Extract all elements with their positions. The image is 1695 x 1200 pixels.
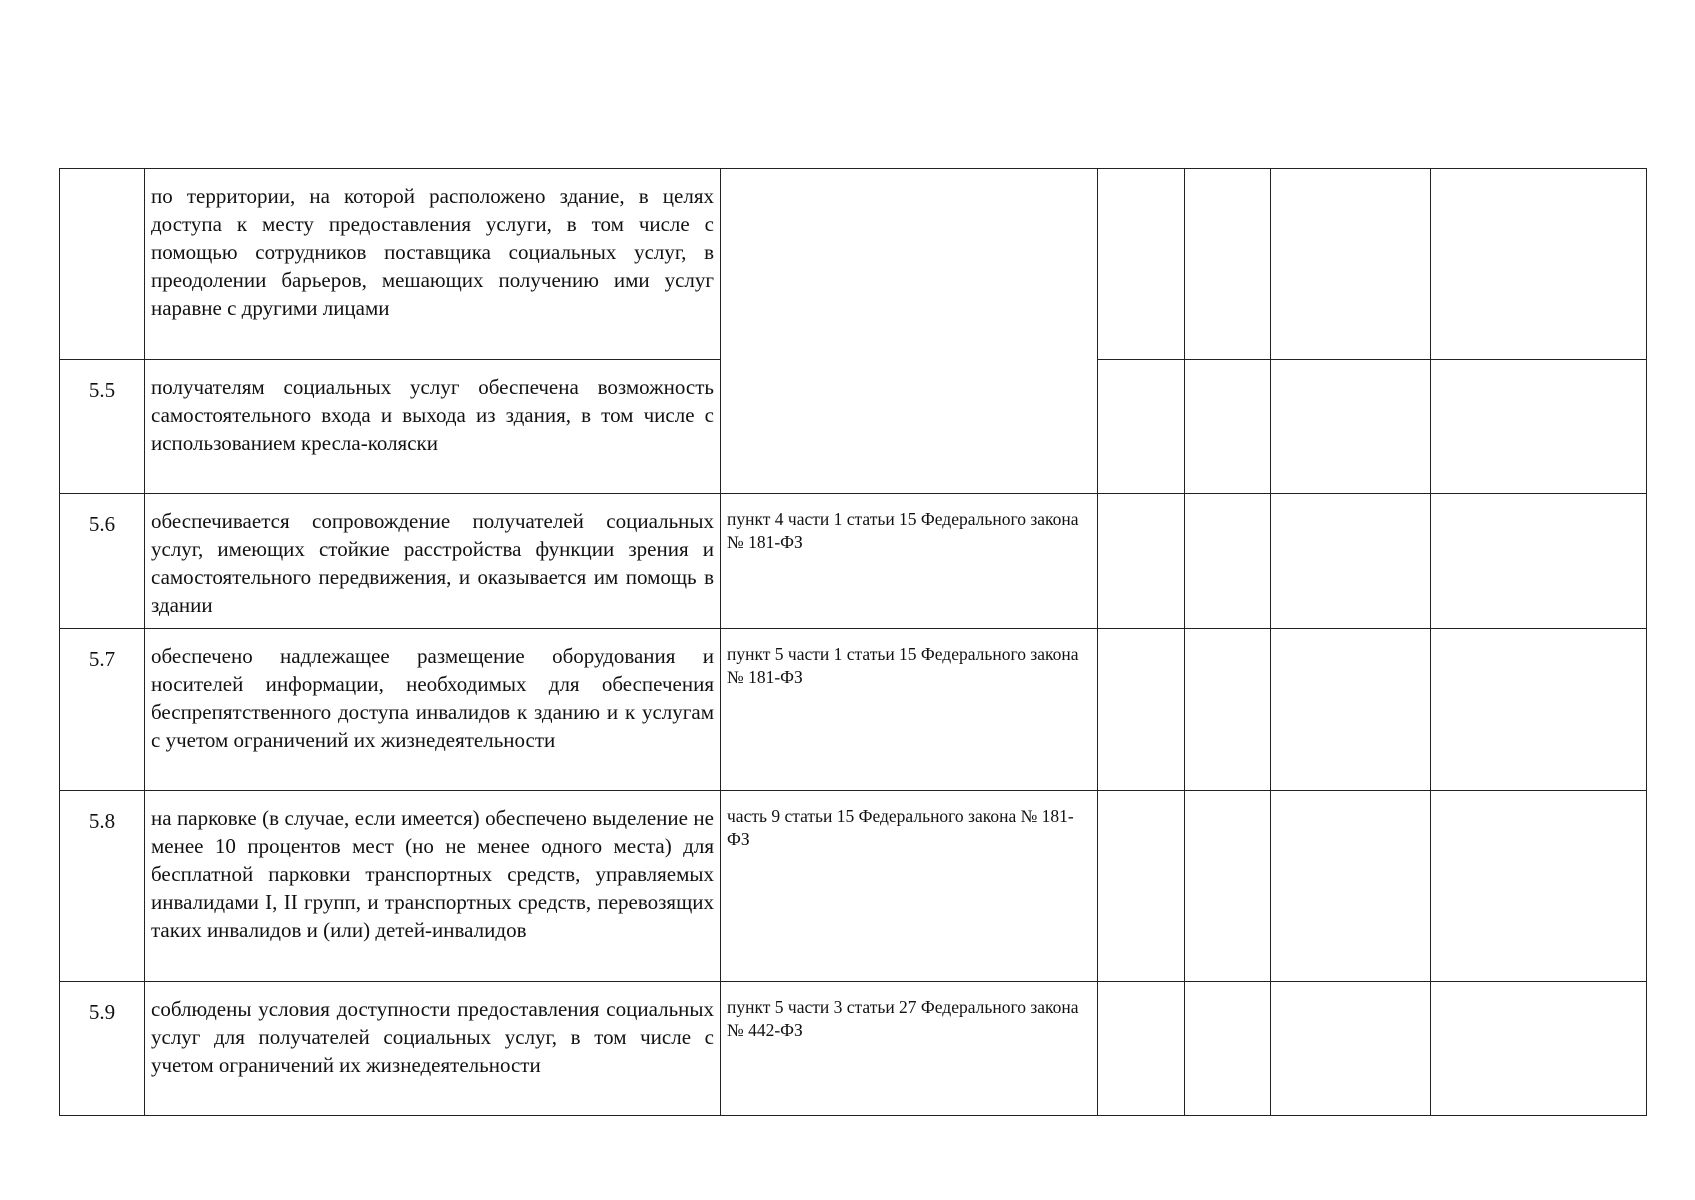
answer-cell-not-applicable [1271, 494, 1431, 629]
answer-cell-yes [1098, 169, 1185, 360]
answer-cell-yes [1098, 360, 1185, 494]
row-number: 5.7 [60, 629, 145, 791]
answer-cell-yes [1098, 629, 1185, 791]
row-number: 5.5 [60, 360, 145, 494]
answer-cell-notes [1431, 791, 1647, 982]
row-number: 5.8 [60, 791, 145, 982]
table-row [60, 629, 1647, 791]
requirement-text: на парковке (в случае, если имеется) обеспечено выделение не менее 10 процентов мест (но не менее одного места) для бесплатной парковки транспортных средств, управляемых инвалидами I, II групп, и транспортных средств, перевозящих таких инвалидов и (или) детей-инвалидов [145, 791, 721, 982]
legal-basis: пункт 4 части 1 статьи 15 Федерального закона № 181-ФЗ [721, 494, 1098, 629]
answer-cell-notes [1431, 629, 1647, 791]
table-row [60, 169, 1647, 360]
answer-cell-no [1185, 791, 1271, 982]
answer-cell-not-applicable [1271, 791, 1431, 982]
requirement-text: по территории, на которой расположено здание, в целях доступа к месту предоставления услуги, в том числе с помощью сотрудников поставщика социальных услуг, в преодолении барьеров, мешающих получению ими услуг наравне с другими лицами [145, 169, 721, 360]
requirement-text: соблюдены условия доступности предоставления социальных услуг для получателей социальных услуг, в том числе с учетом ограничений их жизнедеятельности [145, 982, 721, 1116]
answer-cell-no [1185, 982, 1271, 1116]
answer-cell-not-applicable [1271, 169, 1431, 360]
answer-cell-yes [1098, 982, 1185, 1116]
answer-cell-not-applicable [1271, 982, 1431, 1116]
answer-cell-no [1185, 169, 1271, 360]
answer-cell-not-applicable [1271, 629, 1431, 791]
answer-cell-notes [1431, 169, 1647, 360]
answer-cell-not-applicable [1271, 360, 1431, 494]
accessibility-checklist-table [59, 168, 1647, 1116]
requirement-text: обеспечено надлежащее размещение оборудования и носителей информации, необходимых для обеспечения беспрепятственного доступа инвалидов к зданию и к услугам с учетом ограничений их жизнедеятельности [145, 629, 721, 791]
answer-cell-notes [1431, 360, 1647, 494]
requirement-text: обеспечивается сопровождение получателей социальных услуг, имеющих стойкие расстройства функции зрения и самостоятельного передвижения, и оказывается им помощь в здании [145, 494, 721, 629]
row-number [60, 169, 145, 360]
legal-basis: пункт 5 части 3 статьи 27 Федерального закона № 442-ФЗ [721, 982, 1098, 1116]
legal-basis [721, 169, 1098, 494]
row-number: 5.6 [60, 494, 145, 629]
answer-cell-yes [1098, 791, 1185, 982]
answer-cell-notes [1431, 982, 1647, 1116]
answer-cell-notes [1431, 494, 1647, 629]
legal-basis: часть 9 статьи 15 Федерального закона № 181-ФЗ [721, 791, 1098, 982]
answer-cell-no [1185, 629, 1271, 791]
legal-basis: пункт 5 части 1 статьи 15 Федерального закона № 181-ФЗ [721, 629, 1098, 791]
requirement-text: получателям социальных услуг обеспечена возможность самостоятельного входа и выхода из здания, в том числе с использованием кресла-коляски [145, 360, 721, 494]
answer-cell-no [1185, 494, 1271, 629]
answer-cell-yes [1098, 494, 1185, 629]
table-row [60, 494, 1647, 629]
table-row [60, 982, 1647, 1116]
table-row [60, 791, 1647, 982]
row-number: 5.9 [60, 982, 145, 1116]
answer-cell-no [1185, 360, 1271, 494]
